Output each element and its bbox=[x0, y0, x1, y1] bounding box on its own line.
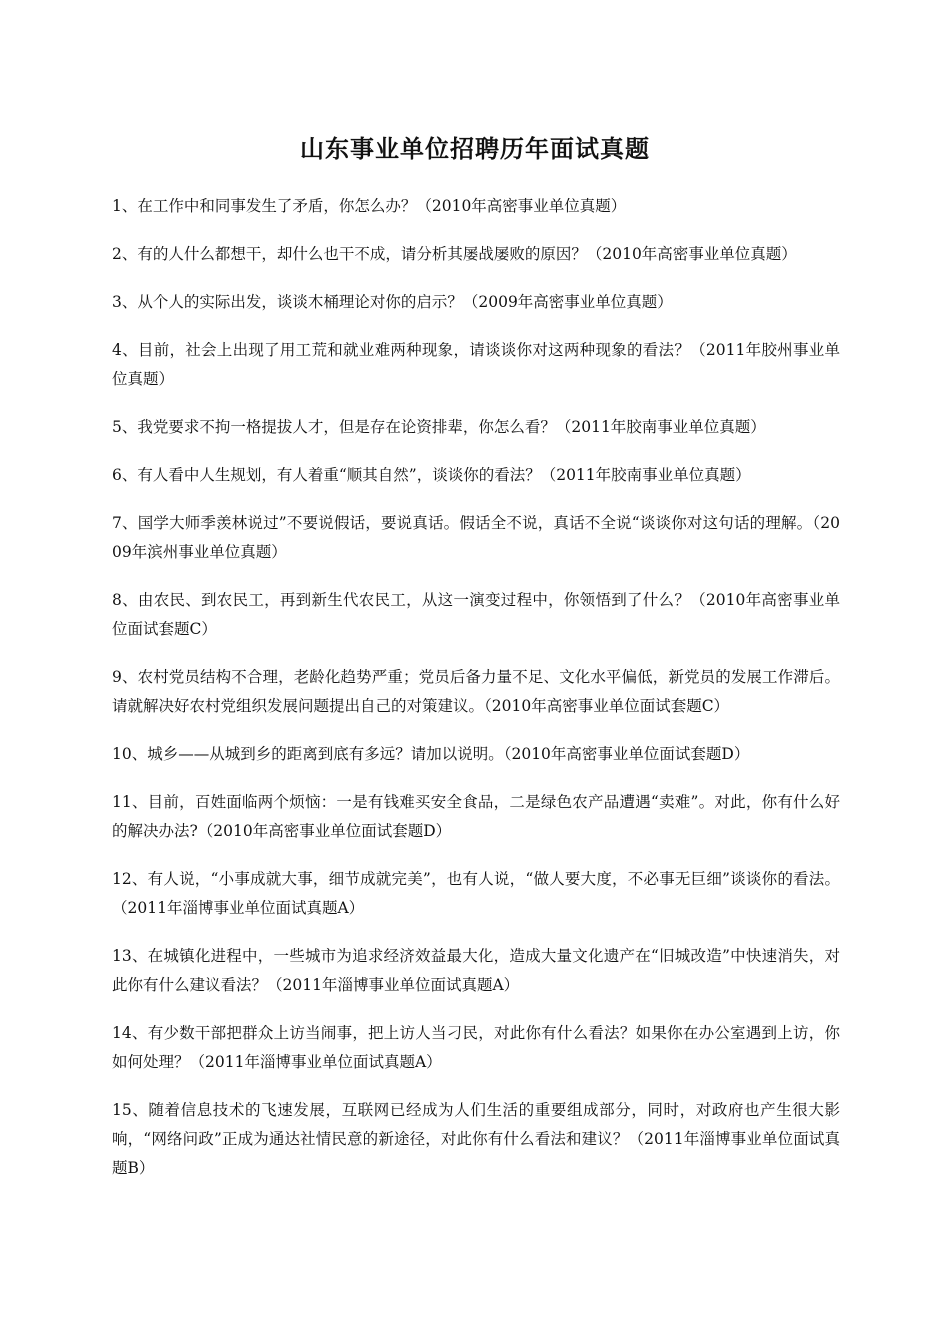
question-item: 1、在工作中和同事发生了矛盾，你怎么办？（2010年高密事业单位真题） bbox=[112, 197, 627, 215]
question-item: 5、我党要求不拘一格提拔人才，但是存在论资排辈，你怎么看？（2011年胶南事业单位真题） bbox=[112, 418, 766, 436]
question-item: 3、从个人的实际出发，谈谈木桶理论对你的启示？（2009年高密事业单位真题） bbox=[112, 293, 673, 311]
question-item: 14、有少数干部把群众上访当闹事，把上访人当刁民，对此你有什么看法？如果你在办公室遇到上访，你如何处理？（2011年淄博事业单位面试真题A） bbox=[112, 1024, 840, 1071]
page-title: 山东事业单位招聘历年面试真题 bbox=[300, 135, 650, 163]
question-item: 6、有人看中人生规划，有人着重“顺其自然”，谈谈你的看法？（2011年胶南事业单位真题） bbox=[112, 466, 751, 484]
question-item: 11、目前，百姓面临两个烦恼：一是有钱难买安全食品，二是绿色农产品遭遇“卖难”。对此，你有什么好的解决办法?（2010年高密事业单位面试套题D） bbox=[112, 793, 840, 840]
question-item: 9、农村党员结构不合理，老龄化趋势严重；党员后备力量不足、文化水平偏低，新党员的发展工作滞后。请就解决好农村党组织发展问题提出自己的对策建议。（2010年高密事业单位面试套题C） bbox=[112, 668, 840, 715]
question-item: 10、城乡——从城到乡的距离到底有多远？请加以说明。（2010年高密事业单位面试套题D） bbox=[112, 745, 750, 763]
question-item: 13、在城镇化进程中，一些城市为追求经济效益最大化，造成大量文化遗产在“旧城改造”中快速消失，对此你有什么建议看法？（2011年淄博事业单位面试真题A） bbox=[112, 947, 840, 994]
question-item: 15、随着信息技术的飞速发展，互联网已经成为人们生活的重要组成部分，同时，对政府也产生很大影响，“网络问政”正成为通达社情民意的新途径，对此你有什么看法和建议？（2011年淄博事业单位面试真题B） bbox=[112, 1101, 840, 1177]
question-item: 4、目前，社会上出现了用工荒和就业难两种现象，请谈谈你对这两种现象的看法？（2011年胶州事业单位真题） bbox=[112, 341, 840, 388]
question-item: 8、由农民、到农民工，再到新生代农民工，从这一演变过程中，你领悟到了什么？（2010年高密事业单位面试套题C） bbox=[112, 591, 840, 638]
question-item: 2、有的人什么都想干，却什么也干不成，请分析其屡战屡败的原因？（2010年高密事业单位真题） bbox=[112, 245, 797, 263]
question-list bbox=[112, 192, 840, 1202]
question-item: 12、有人说，“小事成就大事，细节成就完美”，也有人说，“做人要大度，不必事无巨细”谈谈你的看法。（2011年淄博事业单位面试真题A） bbox=[112, 870, 840, 917]
question-item: 7、国学大师季羡林说过”不要说假话，要说真话。假话全不说，真话不全说“谈谈你对这句话的理解。（2009年滨州事业单位真题） bbox=[112, 514, 840, 561]
